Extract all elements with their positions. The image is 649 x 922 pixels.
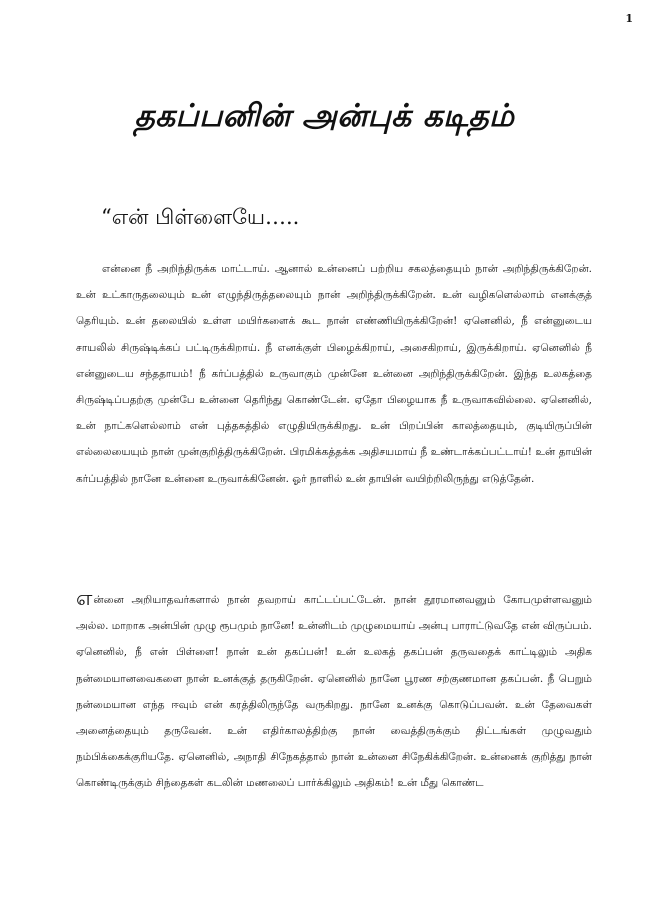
salutation: “என் பிள்ளையே….. — [101, 205, 300, 229]
drop-cap: எ — [76, 586, 93, 610]
page-number: 1 — [625, 12, 633, 25]
paragraph-1-text: என்னை நீ அறிந்திருக்க மாட்டாய். ஆனால் உன்னைப் பற்றிய சகலத்தையும் நான் அறிந்திருக்கிறேன். உன் உட்காருதலையும் உன் எழுந்திருத்தலையும் நான் அறிந்திருக்கிறேன். உன் வழிகளெல்லாம் எனக்குத் தெரியும். உன் தலையில் உள்ள மயிர்களைக் கூட நான் எண்ணியிருக்கிறேன்! ஏனெனில், நீ என்னுடைய சாயலில் சிருஷ்டிக்கப் பட்டிருக்கிறாய். நீ எனக்குள் பிழைக்கிறாய், அசைகிறாய், இருக்கிறாய். ஏனெனில் நீ என்னுடைய சந்ததாயம்! நீ கர்ப்பத்தில் உருவாகும் முன்னே உன்னை அறிந்திருக்கிறேன். இந்த உலகத்தை சிருஷ்டிப்பதற்கு முன்பே உன்னை தெரிந்து கொண்டேன். ஏதோ பிழையாக நீ உருவாகவில்லை. ஏனெனில், உன் நாட்களெல்லாம் என் புத்தகத்தில் எழுதியிருக்கிறது. உன் பிறப்பின் காலத்தையும், குடியிருப்பின் எல்லையையும் நான் முன்குறித்திருக்கிறேன். பிரமிக்கத்தக்க அதிசயமாய் நீ உண்டாக்கப்பட்டாய்! உன் தாயின் கர்ப்பத்தில் நானே உன்னை உருவாக்கினேன். ஓர் நாளில் உன் தாயின் வயிற்றிலிருந்து எடுத்தேன். — [76, 263, 592, 485]
paragraph-1 — [76, 256, 592, 492]
paragraph-2-text: ன்னை அறியாதவர்களால் நான் தவறாய் காட்டப்பட்டேன். நான் தூரமானவனும் கோபமுள்ளவனும் அல்ல. மாறாக அன்பின் முழு ரூபமும் நானே! உன்னிடம் முழுமையாய் அன்பு பாராட்டுவதே என் விருப்பம். ஏனெனில், நீ என் பிள்ளை! நான் உன் தகப்பன்! உன் உலகத் தகப்பன் தருவதைக் காட்டிலும் அதிக நன்மையானவைகளை நான் உனக்குத் தருகிறேன். ஏனெனில் நானே பூரண சற்குணமான தகப்பன். நீ பெறும் நன்மையான எந்த ஈவும் என் கரத்திலிருந்தே வருகிறது. நானே உனக்கு கொடுப்பவன். உன் தேவைகள் அனைத்தையும் தருவேன். உன் எதிர்காலத்திற்கு நான் வைத்திருக்கும் திட்டங்கள் முழுவதும் நம்பிக்கைக்குரியதே. ஏனெனில், அநாதி சிநேகத்தால் நான் உன்னை சிநேகிக்கிறேன். உன்னைக் குறித்து நான் கொண்டிருக்கும் சிந்தைகள் கடலின் மணலைப் பார்க்கிலும் அதிகம்! உன் மீது கொண்ட — [76, 594, 593, 790]
paragraph-2 — [76, 587, 592, 797]
letter-title: தகப்பனின் அன்புக் கடிதம் — [134, 98, 515, 134]
